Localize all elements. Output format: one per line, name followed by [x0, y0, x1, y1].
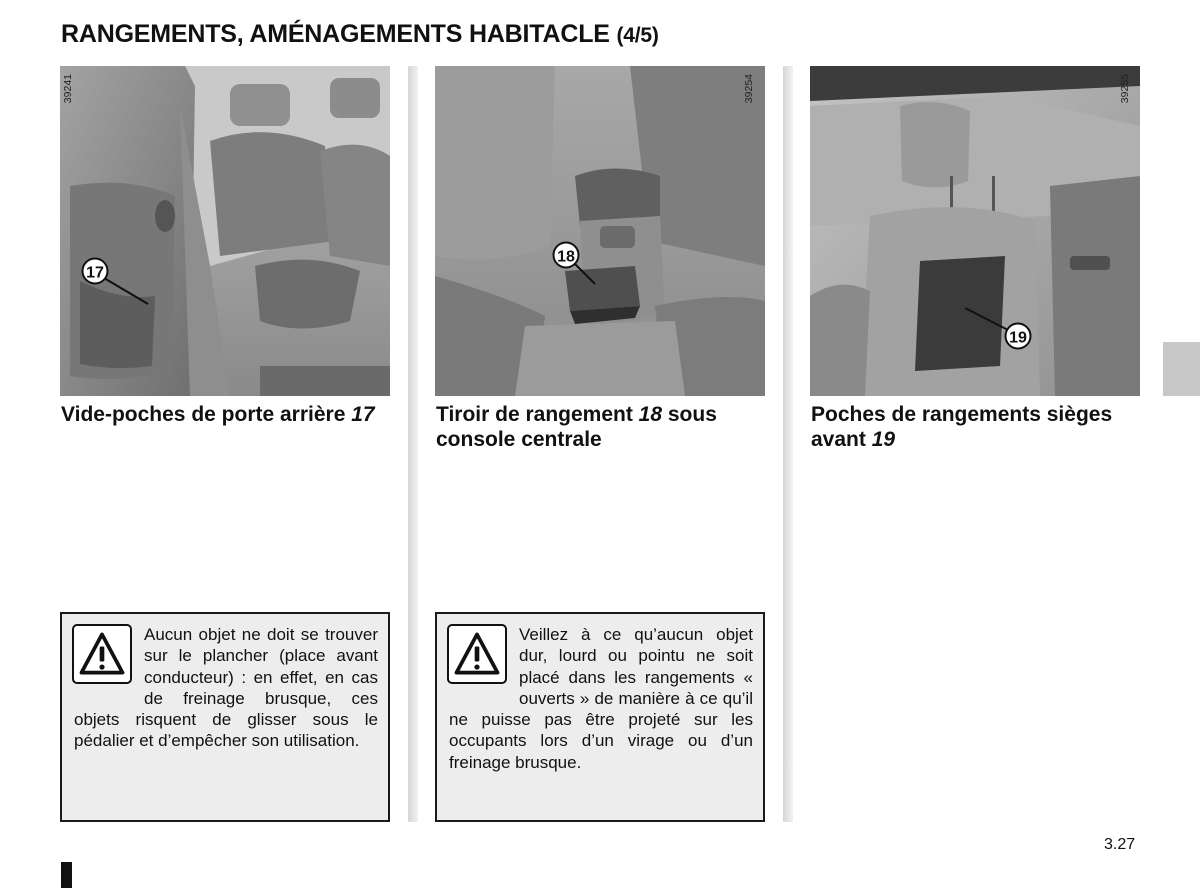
photo-reference: 39254 — [743, 74, 755, 104]
callout-17 — [60, 66, 390, 396]
warning-box — [435, 612, 765, 822]
warning-text-block — [449, 624, 753, 773]
caption-number: 18 — [638, 403, 663, 426]
column-divider — [783, 66, 793, 822]
callout-number: 17 — [86, 264, 104, 282]
column-divider — [408, 66, 418, 822]
photo-rear-door-pocket — [60, 66, 390, 396]
caption-text: Tiroir de rangement — [436, 403, 633, 426]
caption-rear-door-pocket — [61, 402, 401, 427]
chapter-tab — [1163, 342, 1200, 396]
callout-19 — [810, 66, 1140, 396]
page-indicator: (4/5) — [616, 24, 659, 47]
callout-number: 19 — [1009, 329, 1027, 347]
photo-reference: 39255 — [1119, 74, 1131, 104]
photo-console-drawer — [435, 66, 765, 396]
caption-text-after: sous console centrale — [436, 403, 717, 451]
page-title — [61, 20, 659, 49]
photo-seat-back-pocket — [810, 66, 1140, 396]
caption-number: 17 — [351, 403, 375, 426]
callout-18 — [435, 66, 765, 396]
photo-reference: 39241 — [62, 74, 74, 104]
caption-seat-back-pocket — [811, 402, 1151, 452]
caption-text: Vide-poches de porte arrière — [61, 403, 346, 426]
warning-text: Veillez à ce qu’aucun objet dur, lourd ou pointu ne soit placé dans les rangements « ouverts » de manière à ce qu’il ne puisse pas être projeté sur les occupants lors d’un virage ou d’un freinage brusque. — [449, 625, 753, 772]
warning-icon-spacer — [449, 624, 519, 688]
caption-number: 19 — [871, 428, 896, 451]
warning-icon-spacer — [74, 624, 144, 688]
warning-text-block — [74, 624, 378, 752]
caption-console-drawer — [436, 402, 776, 452]
warning-box — [60, 612, 390, 822]
callout-number: 18 — [557, 248, 575, 266]
warning-text: Aucun objet ne doit se trouver sur le plancher (place avant conducteur) : en effet, en cas de freinage brusque, ces objets risquent de glisser sous le pédalier et d’empêcher son utilisation. — [74, 625, 378, 751]
page-number: 3.27 — [1104, 836, 1136, 853]
page-title-text: RANGEMENTS, AMÉNAGEMENTS HABITACLE — [61, 20, 610, 48]
caption-text: Poches de rangements sièges avant — [811, 403, 1113, 451]
corner-mark — [61, 862, 72, 888]
